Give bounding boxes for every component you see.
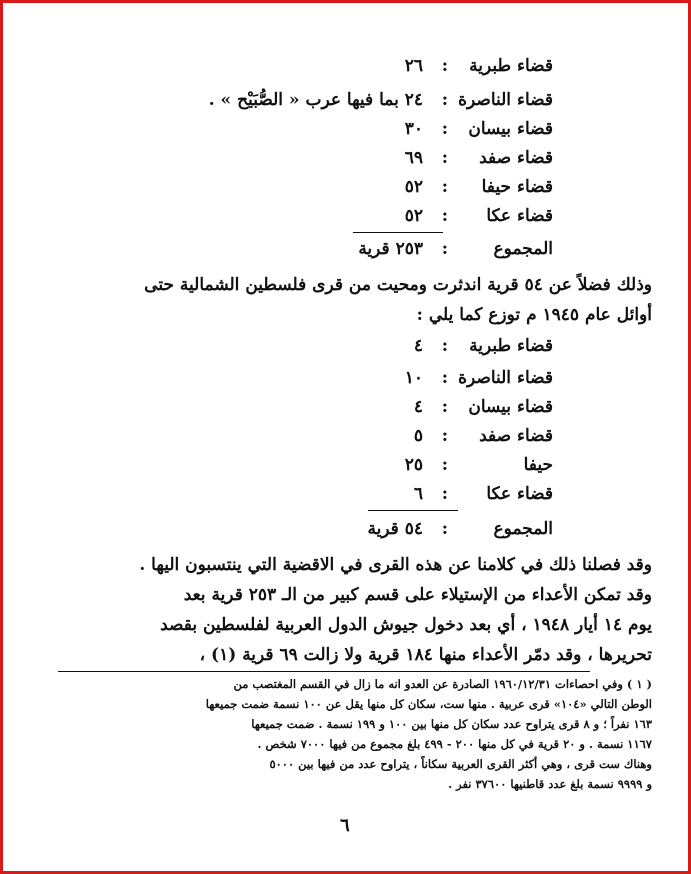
footnote-line: ١١٦٧ نسمة . و ٢٠ قرية في كل منها ٢٠٠ - ٤٩٩ بلغ مجموع من فيها ٧٠٠٠ شخص . xyxy=(257,737,652,751)
paragraph-line: وذلك فضلاً عن ٥٤ قرية اندثرت ومحيت من قرى فلسطين الشمالية حتى xyxy=(144,275,652,295)
colon: : xyxy=(441,206,448,226)
district-value: ٢٦ xyxy=(404,56,423,76)
total-label: المجموع xyxy=(493,519,553,539)
district-value: ٤ xyxy=(413,397,423,417)
district-value: ٦ xyxy=(413,484,423,504)
table-row xyxy=(203,87,553,113)
paragraph-line: أوائل عام ١٩٤٥ م توزع كما يلي : xyxy=(416,305,652,325)
table-row xyxy=(233,423,553,449)
table-row xyxy=(233,145,553,171)
district-label: قضاء بيسان xyxy=(468,119,553,139)
district-label: حيفا xyxy=(523,455,553,475)
district-value: ٥٢ xyxy=(404,177,423,197)
footnote-line: ( ١ ) وفي احصاءات ١٩٦٠/١٢/٣١ الصادرة عن العدو انه ما زال في القسم المغتصب من xyxy=(233,677,652,691)
district-label: قضاء الناصرة xyxy=(458,90,553,110)
table-row xyxy=(233,203,553,229)
page-number: ٦ xyxy=(340,815,350,836)
table-row xyxy=(233,174,553,200)
colon: : xyxy=(441,426,448,446)
district-label: قضاء حيفا xyxy=(481,177,553,197)
district-value: ٣٠ xyxy=(404,119,423,139)
table-row xyxy=(233,481,553,507)
district-label: قضاء صفد xyxy=(479,148,553,168)
district-value: ٦٩ xyxy=(404,148,423,168)
district-value: ١٠ xyxy=(404,368,423,388)
colon: : xyxy=(441,90,448,110)
district-value: ٢٤ بما فيها عرب « الصُّبَيْح » . xyxy=(208,90,423,110)
table-row xyxy=(233,394,553,420)
colon: : xyxy=(441,455,448,475)
district-label: قضاء طبرية xyxy=(469,56,553,76)
district-label: قضاء بيسان xyxy=(468,397,553,417)
footnote-line: ١٦٣ نفراً ؛ و ٨ قرى يتراوح عدد سكان كل منها بين ١٠٠ و ١٩٩ نسمة . ضمت جميعها xyxy=(251,717,652,731)
table-row xyxy=(233,365,553,391)
paragraph-line: وقد تمكن الأعداء من الإستيلاء على قسم كبير من الـ ٢٥٣ قرية بعد xyxy=(183,585,652,605)
colon: : xyxy=(441,336,448,356)
district-value: ٢٥ xyxy=(404,455,423,475)
colon: : xyxy=(441,397,448,417)
footnote-line: وهناك ست قرى ، وهي أكثر القرى العربية سكاناً ، يتراوح عدد من فيها بين ٥٠٠٠ xyxy=(269,757,652,771)
colon: : xyxy=(441,119,448,139)
colon: : xyxy=(441,519,448,539)
colon: : xyxy=(441,368,448,388)
district-label: قضاء صفد xyxy=(479,426,553,446)
district-label: قضاء عكا xyxy=(486,484,553,504)
district-label: قضاء الناصرة xyxy=(458,368,553,388)
colon: : xyxy=(441,484,448,504)
paragraph-line: تحريرها ، وقد دمّر الأعداء منها ١٨٤ قرية ولا زالت ٦٩ قرية (١) ، xyxy=(199,645,652,665)
total-row xyxy=(223,236,553,262)
table-row xyxy=(233,452,553,478)
table-row xyxy=(233,333,553,359)
colon: : xyxy=(441,56,448,76)
table-row xyxy=(233,53,553,79)
paragraph-line: يوم ١٤ أيار ١٩٤٨ ، أي بعد دخول جيوش الدول العربية لفلسطين بقصد xyxy=(160,615,652,635)
total-rule xyxy=(368,510,458,511)
district-label: قضاء طبرية xyxy=(469,336,553,356)
district-value: ٤ xyxy=(413,336,423,356)
footnote-line: الوطن التالي «١٠٤» قرى عربية . منها ست، سكان كل منها يقل عن ١٠٠ نسمة ضمت جميعها xyxy=(205,697,652,711)
table-row xyxy=(233,116,553,142)
total-label: المجموع xyxy=(493,239,553,259)
paragraph-line: وقد فصلنا ذلك في كلامنا عن هذه القرى في الاقضية التي ينتسبون اليها . xyxy=(139,555,652,575)
district-value: ٥ xyxy=(413,426,423,446)
district-value: ٥٢ xyxy=(404,206,423,226)
footnote-line: و ٩٩٩٩ نسمة بلغ عدد قاطنيها ٣٧٦٠٠ نفر . xyxy=(448,777,652,791)
colon: : xyxy=(441,148,448,168)
footnote-rule xyxy=(58,671,590,672)
total-row xyxy=(223,516,553,542)
total-value: ٥٤ قرية xyxy=(367,519,423,539)
total-value: ٢٥٣ قرية xyxy=(358,239,423,259)
colon: : xyxy=(441,177,448,197)
total-rule xyxy=(353,232,443,233)
district-label: قضاء عكا xyxy=(486,206,553,226)
colon: : xyxy=(441,239,448,259)
